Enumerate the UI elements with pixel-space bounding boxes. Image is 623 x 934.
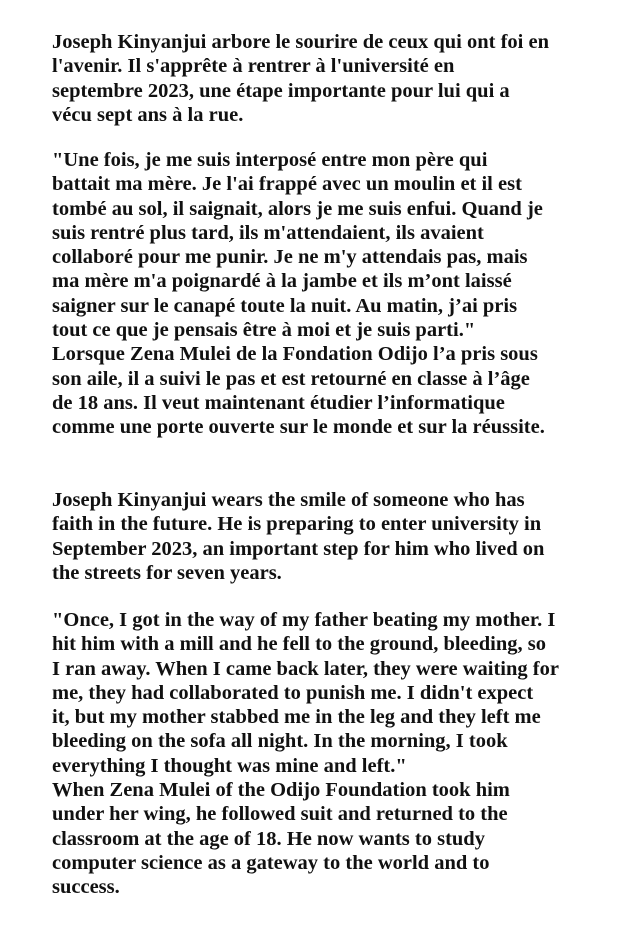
text-line: saigner sur le canapé toute la nuit. Au matin, j’ai pris: [52, 294, 518, 317]
text-line: suis rentré plus tard, ils m'attendaient, ils avaient: [52, 221, 484, 244]
text-line: everything I thought was mine and left.": [52, 754, 407, 777]
text-line: tombé au sol, il saignait, alors je me suis enfui. Quand je: [52, 197, 543, 220]
text-line: collaboré pour me punir. Je ne m'y attendais pas, mais: [52, 246, 528, 269]
text-line: When Zena Mulei of the Odijo Foundation took him: [52, 779, 510, 802]
text-line: ma mère m'a poignardé à la jambe et ils m’ont laissé: [52, 270, 512, 293]
text-line: it, but my mother stabbed me in the leg and they left me: [52, 706, 541, 729]
text-line: l'avenir. Il s'apprête à rentrer à l'université en: [52, 55, 455, 78]
text-line: the streets for seven years.: [52, 561, 282, 584]
text-line: "Une fois, je me suis interposé entre mon père qui: [52, 149, 488, 171]
text-line: Lorsque Zena Mulei de la Fondation Odijo l’a pris sous: [52, 343, 538, 366]
text-line: faith in the future. He is preparing to enter university in: [52, 513, 542, 536]
french-intro-paragraph: [52, 30, 549, 127]
text-line: me, they had collaborated to punish me. I didn't expect: [52, 681, 534, 704]
text-line: bleeding on the sofa all night. In the morning, I took: [52, 730, 508, 753]
text-line: de 18 ans. Il veut maintenant étudier l’informatique: [52, 391, 505, 414]
text-line: I ran away. When I came back later, they were waiting for: [52, 657, 559, 680]
text-line: under her wing, he followed suit and returned to the: [52, 803, 508, 826]
text-line: vécu sept ans à la rue.: [52, 103, 244, 126]
text-line: "Once, I got in the way of my father beating my mother. I: [52, 609, 556, 631]
text-line: son aile, il a suivi le pas et est retourné en classe à l’âge: [52, 367, 530, 390]
text-line: septembre 2023, une étape importante pour lui qui a: [52, 79, 510, 102]
text-line: classroom at the age of 18. He now wants to study: [52, 827, 485, 850]
text-line: computer science as a gateway to the world and to: [52, 851, 490, 874]
text-line: success.: [52, 876, 120, 899]
english-intro-paragraph: [52, 488, 544, 585]
english-quote-paragraph: [52, 608, 559, 900]
text-line: Joseph Kinyanjui wears the smile of someone who has: [52, 489, 525, 511]
text-line: tout ce que je pensais être à moi et je suis parti.": [52, 319, 476, 342]
text-line: hit him with a mill and he fell to the ground, bleeding, so: [52, 633, 546, 656]
text-line: battait ma mère. Je l'ai frappé avec un moulin et il est: [52, 173, 522, 196]
text-line: September 2023, an important step for him who lived on: [52, 537, 545, 560]
french-quote-paragraph: [52, 148, 545, 440]
text-line: Joseph Kinyanjui arbore le sourire de ceux qui ont foi en: [52, 31, 549, 53]
text-line: comme une porte ouverte sur le monde et sur la réussite.: [52, 416, 545, 439]
